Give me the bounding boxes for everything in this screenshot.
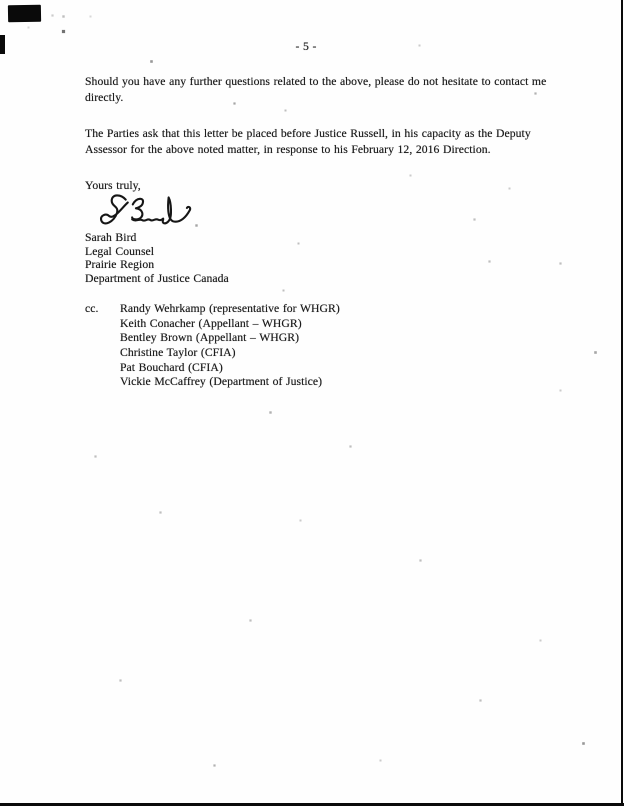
scan-noise-specks (0, 0, 1, 1)
cc-recipient: Christine Taylor (CFIA) (120, 346, 236, 360)
cc-recipient: Randy Wehrkamp (representative for WHGR) (120, 302, 340, 315)
signer-title: Legal Counsel (85, 244, 155, 258)
paragraph-contact (85, 75, 546, 107)
signer-organization: Department of Justice Canada (85, 271, 229, 285)
cc-recipient: Pat Bouchard (CFIA) (120, 360, 223, 374)
closing-salutation: Yours truly, (85, 179, 141, 192)
paragraph-line: Should you have any further questions related to the above, please do not hesitate to contact me (85, 75, 547, 88)
signer-name: Sarah Bird (85, 231, 137, 244)
signature-block (85, 231, 229, 285)
paragraph-line: The Parties ask that this letter be placed before Justice Russell, in his capacity as the Deputy (85, 127, 531, 140)
cc-label: cc. (85, 302, 99, 315)
cc-recipient: Bentley Brown (Appellant – WHGR) (120, 331, 300, 345)
handwritten-signature (95, 191, 200, 234)
cc-block (85, 302, 340, 390)
scan-artifact-topleft-mark (8, 5, 41, 23)
signer-region: Prairie Region (85, 258, 155, 272)
paragraph-parties-request (85, 127, 531, 159)
paragraph-line: Assessor for the above noted matter, in response to his February 12, 2016 Direction. (85, 143, 491, 156)
cc-recipient: Vickie McCaffrey (Department of Justice) (120, 375, 323, 389)
page-number: - 5 - (295, 40, 317, 53)
cc-list (120, 302, 340, 390)
scan-artifact-right-edge-line (621, 0, 623, 806)
paragraph-line: directly. (85, 91, 124, 104)
cc-recipient: Keith Conacher (Appellant – WHGR) (120, 316, 302, 330)
